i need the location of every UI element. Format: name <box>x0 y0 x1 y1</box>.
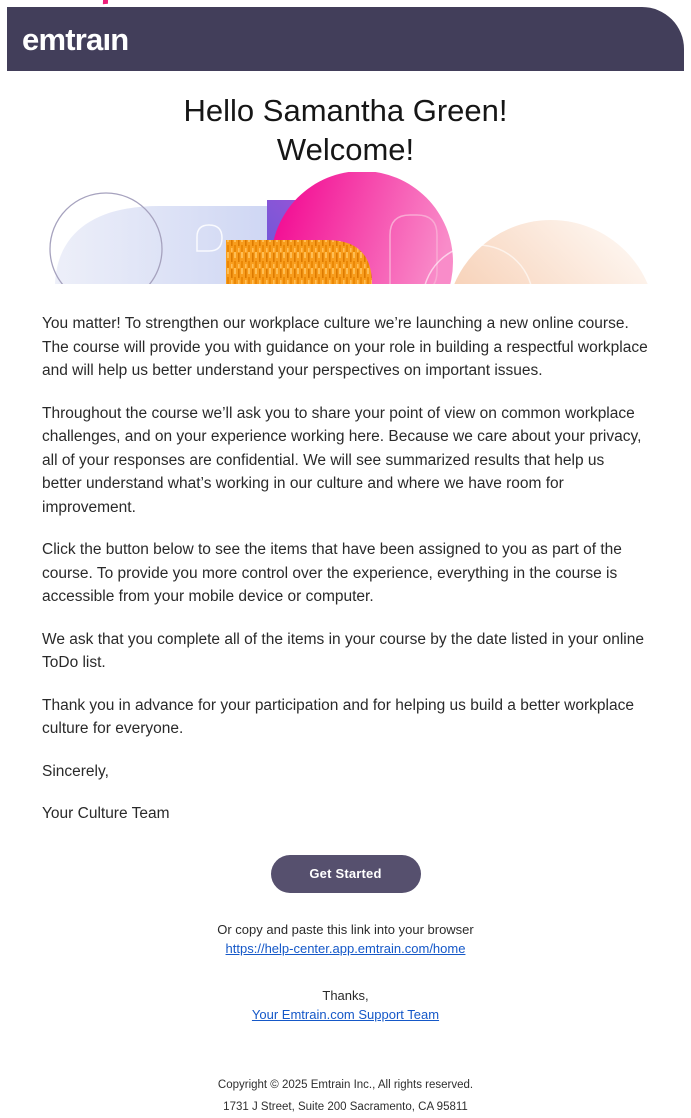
hero-title-line2: Welcome! <box>276 132 415 167</box>
welcome-banner-illustration <box>41 172 651 284</box>
signoff-team: Your Culture Team <box>42 805 170 822</box>
paragraph-privacy: Throughout the course we’ll ask you to share your point of view on common workplace challenges, and on your experience working here. Because we care about your privacy, all of your responses are confidential. We will see summarized results that help us better understand what’s working in our culture and where we have room for improvement. <box>42 404 642 516</box>
paragraph-todo: We ask that you complete all of the items in your course by the date listed in your online ToDo list. <box>42 630 644 671</box>
logo-i-dot-accent <box>103 0 108 4</box>
alt-link-block <box>0 920 691 958</box>
support-team-link[interactable]: Your Emtrain.com Support Team <box>251 1006 440 1022</box>
orange-textured-square-shape <box>226 240 372 284</box>
alt-link-instruction: Or copy and paste this link into your browser <box>217 921 474 937</box>
get-started-button[interactable]: Get Started <box>271 855 421 893</box>
footer <box>0 1074 691 1118</box>
thanks-text: Thanks, <box>322 987 369 1003</box>
hero-title-line1: Hello Samantha Green! <box>183 93 508 128</box>
signoff-sincerely: Sincerely, <box>42 762 109 780</box>
footer-address: 1731 J Street, Suite 200 Sacramento, CA 95811 <box>223 1100 468 1113</box>
footer-copyright: Copyright © 2025 Emtrain Inc., All rights reserved. <box>217 1078 474 1091</box>
paragraph-thankyou: Thank you in advance for your participation and for helping us build a better workplace culture for everyone. <box>42 696 634 737</box>
emtrain-logo <box>22 21 129 57</box>
thanks-block <box>0 986 691 1024</box>
course-url-link[interactable]: https://help-center.app.emtrain.com/home <box>225 940 466 956</box>
header-bar <box>7 7 684 71</box>
logo-text-pre: emtra <box>22 21 103 57</box>
logo-text-post: n <box>110 21 129 57</box>
paragraph-button-info: Click the button below to see the items that have been assigned to you as part of the course. To provide you more control over the experience, everything in the course is accessible from your mobile device or computer. <box>42 541 622 605</box>
logo-letter-i: ı <box>102 24 110 55</box>
peach-dome-shape <box>446 220 651 284</box>
email-body <box>0 312 691 826</box>
paragraph-intro: You matter! To strengthen our workplace culture we’re launching a new online course. The course will provide you with guidance on your role in building a respectful workplace and will help us better understand your perspectives on important issues. <box>42 315 648 379</box>
hero-title <box>0 91 691 169</box>
